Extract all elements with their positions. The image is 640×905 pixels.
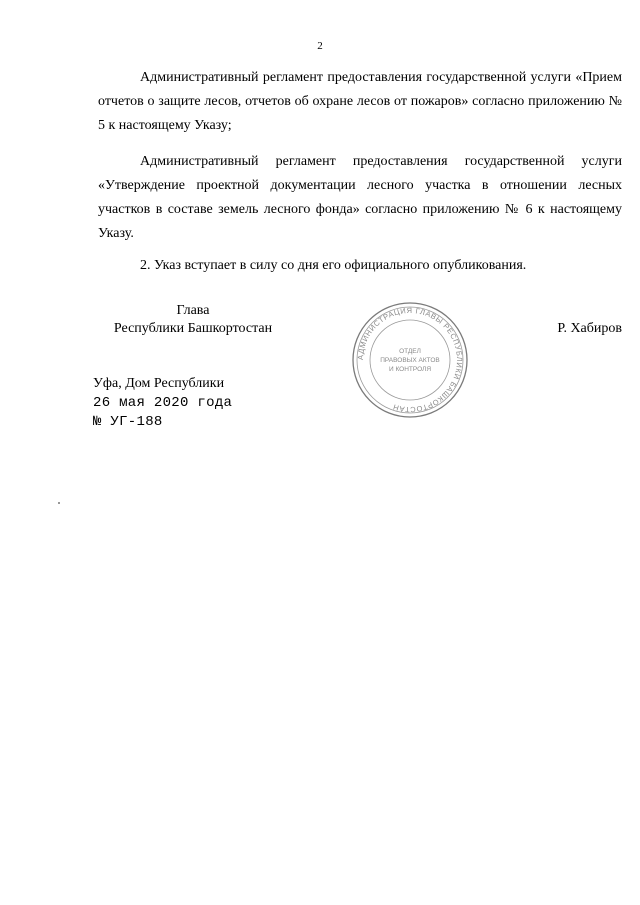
page-number: 2	[317, 40, 323, 52]
signatory-title-line1: Глава	[176, 303, 210, 318]
signing-place: Уфа, Дом Республики	[93, 376, 225, 391]
decree-number: № УГ-188	[93, 414, 163, 430]
paragraph-text: Административный регламент предоставления государственной услуги «Прием отчетов о защите лесов, отчетов об охране лесов от пожаров» согласно приложению № 5 к настоящему Указу;	[98, 70, 622, 133]
stamp-line2: ПРАВОВЫХ АКТОВ	[380, 357, 440, 364]
signatory-title-line2: Республики Башкортостан	[113, 321, 273, 336]
official-stamp	[350, 300, 470, 420]
paragraph-effective-date	[98, 254, 622, 278]
signatory-title	[98, 302, 288, 338]
scan-speck	[58, 502, 60, 504]
paragraph-appendix-5	[98, 66, 622, 138]
stamp-ring-text: АДМИНИСТРАЦИЯ ГЛАВЫ РЕСПУБЛИКИ БАШКОРТОСТАН	[355, 305, 465, 415]
signing-date: 26 мая 2020 года	[93, 395, 233, 411]
paragraph-appendix-6	[98, 150, 622, 246]
stamp-line1: ОТДЕЛ	[399, 348, 421, 355]
paragraph-text: Административный регламент предоставления государственной услуги «Утверждение проектной документации лесного участка в отношении лесных участков в составе земель лесного фонда» согласно приложению № 6 к настоящему Указу.	[98, 154, 622, 241]
paragraph-text: 2. Указ вступает в силу со дня его официального опубликования.	[140, 258, 527, 273]
stamp-line3: И КОНТРОЛЯ	[388, 366, 432, 373]
signatory-name: Р. Хабиров	[557, 321, 622, 336]
